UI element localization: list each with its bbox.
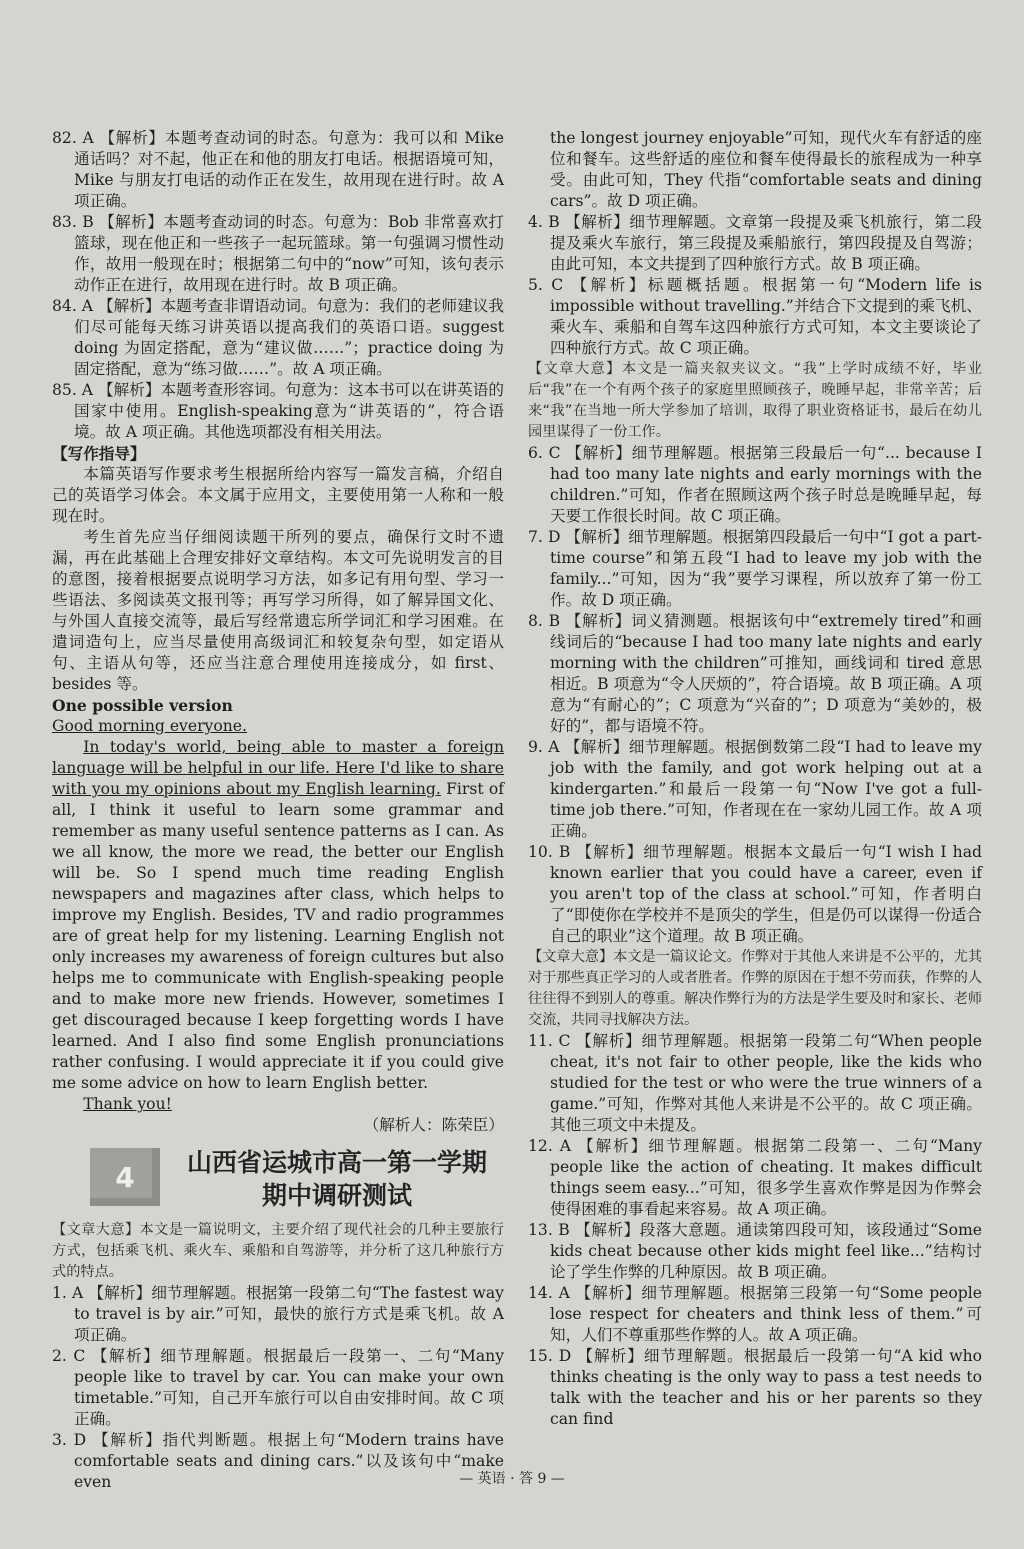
answer-1: 1. A 【解析】细节理解题。根据第一段第二句“The fastest way to travel is by air.”可知，最快的旅行方式是乘飞机。故 A 项正确。 <box>52 1284 504 1344</box>
section-title-line-1: 山西省运城市高一第一学期 <box>186 1148 487 1177</box>
writing-guide-heading: 【写作指导】 <box>52 444 146 463</box>
answer-5: 5. C 【解析】标题概括题。根据第一句“Modern life is impossible without travelling.”并结合下文提到的乘飞机、乘火车、乘船和自驾车这四种旅行方式可知，本文主要谈论了四种旅行方式。故 C 项正确。 <box>528 276 982 357</box>
answer-7: 7. D 【解析】细节理解题。根据第四段最后一句中“I got a part-time course”和第五段“I had to leave my job with the family...”可知，因为“我”要学习课程，所以放弃了第一份工作。故 D 项正确。 <box>528 528 982 609</box>
answer-3-continued: the longest journey enjoyable”可知，现代火车有舒适的座位和餐车。这些舒适的座位和餐车使得最长的旅程成为一种享受。由此可知，They 代指“comfortable seats and dining cars”。故 D 项正确。 <box>550 129 982 210</box>
answer-83: 83. B 【解析】本题考查动词的时态。句意为：Bob 非常喜欢打篮球，现在他正和一些孩子一起玩篮球。第一句强调习惯性动作，故用一般现在时；根据第二句中的“now”可知，该句表示动作正在进行，故用现在进行时。故 B 项正确。 <box>52 213 504 294</box>
answer-82: 82. A 【解析】本题考查动词的时态。句意为：我可以和 Mike 通话吗？对不起，他正在和他的朋友打电话。根据语境可知，Mike 与朋友打电话的动作正在发生，故用现在进行时。故 A 项正确。 <box>52 129 504 210</box>
answer-9: 9. A 【解析】细节理解题。根据倒数第二段“I had to leave my job with the family, and got work helping out at a kindergarten.”和最后一段第一句“Now I've got a full-time job there.”可知，作者现在在一家幼儿园工作。故 A 项正确。 <box>528 738 982 840</box>
article-summary-2: 【文章大意】本文是一篇夹叙夹议文。“我”上学时成绩不好，毕业后“我”在一个有两个孩子的家庭里照顾孩子，晚睡早起，非常辛苦；后来“我”在当地一所大学参加了培训，取得了职业资格证书，最后在幼儿园里谋得了一份工作。 <box>528 361 982 440</box>
sample-greeting: Good morning everyone. <box>52 717 247 735</box>
writing-guide-paragraph-1: 本篇英语写作要求考生根据所给内容写一篇发言稿，介绍自己的英语学习体会。本文属于应用文，主要使用第一人称和一般现在时。 <box>52 465 504 525</box>
answer-3: 3. D 【解析】指代判断题。根据上句“Modern trains have comfortable seats and dining cars.”以及该句中“make even <box>52 1431 504 1491</box>
page-footer: — 英语 · 答 9 — <box>459 1471 565 1487</box>
answer-8: 8. B 【解析】词义猜测题。根据该句中“extremely tired”和画线词后的“because I had too many late nights and early morning with the children”可推知，画线词和 tired 意思相近。B 项意为“令人厌烦的”，符合语境。故 B 项正确。A 项意为“有耐心的”；C 项意为“兴奋的”；D 项意为“美妙的，极好的”，都与语境不符。 <box>528 612 983 735</box>
answer-84: 84. A 【解析】本题考查非谓语动词。句意为：我们的老师建议我们尽可能每天练习讲英语以提高我们的英语口语。suggest doing 为固定搭配，意为“建议做……”；practice doing 为固定搭配，意为“练习做……”。故 A 项正确。 <box>52 297 504 378</box>
analyst-credit: （解析人：陈荣臣） <box>363 1116 504 1134</box>
answer-13: 13. B 【解析】段落大意题。通读第四段可知，该段通过“Some kids cheat because other kids might feel like...”结构讨论了学生作弊的几种原因。故 B 项正确。 <box>528 1221 982 1281</box>
sample-essay-underlined: In today's world, being able to master a foreign language will be helpful in our life. Here I'd like to share with you my opinions about my English learning. <box>52 738 504 798</box>
answer-12: 12. A 【解析】细节理解题。根据第二段第一、二句“Many people like the action of cheating. It makes difficult things seem easy...”可知，很多学生喜欢作弊是因为作弊会使得困难的事看起来容易。故 A 项正确。 <box>528 1137 982 1218</box>
left-column <box>52 128 504 1493</box>
answer-6: 6. C 【解析】细节理解题。根据第三段最后一句“... because I had too many late nights and early mornings with the children.”可知，作者在照顾这两个孩子时总是晚睡早起，每天要工作很长时间。故 C 项正确。 <box>528 444 982 525</box>
section-number-badge: 4 <box>90 1148 160 1206</box>
answer-10: 10. B 【解析】细节理解题。根据本文最后一句“I wish I had known earlier that you could have a career, even if you aren't top of the class at school.”可知，作者明白了“即使你在学校并不是顶尖的学生，但是仍可以谋得一份适合自己的职业”这个道理。故 B 项正确。 <box>528 843 982 945</box>
sample-essay-rest: First of all, I think it useful to learn some grammar and remember as many useful sentence patterns as I can. As we all know, the more we read, the better our English will be. So I spend much time reading English newspapers and magazines after class, which helps to improve my English. Besides, TV and radio programmes are of great help for my listening. Learning English not only increases my awareness of foreign cultures but also helps me to communicate with English-speaking people and to make more new friends. However, sometimes I get discouraged because I keep forgetting words I have learned. And I also find some English pronunciations rather confusing. I would appreciate it if you could give me some advice on how to learn English better. <box>52 780 504 1092</box>
answer-85: 85. A 【解析】本题考查形容词。句意为：这本书可以在讲英语的国家中使用。English-speaking意为“讲英语的”，符合语境。故 A 项正确。其他选项都没有相关用法。 <box>52 381 504 441</box>
answer-2: 2. C 【解析】细节理解题。根据最后一段第一、二句“Many people like to travel by car. You can make your own timetable.”可知，自己开车旅行可以自由安排时间。故 C 项正确。 <box>52 1347 504 1428</box>
section-banner <box>52 1144 504 1214</box>
sample-thanks: Thank you! <box>83 1095 172 1113</box>
writing-guide-paragraph-2: 考生首先应当仔细阅读题干所列的要点，确保行文时不遗漏，再在此基础上合理安排好文章结构。本文可先说明发言的目的意图，接着根据要点说明学习方法，如多记有用句型、学习一些语法、多阅读英文报刊等；再写学习所得，如了解异国文化、与外国人直接交流等，最后写经常遗忘所学词汇和学习困难。在遣词造句上，应当尽量使用高级词汇和较复杂句型，如定语从句、主语从句等，还应当注意合理使用连接成分，如 first、besides 等。 <box>52 528 504 693</box>
section-title <box>172 1146 502 1212</box>
answer-11: 11. C 【解析】细节理解题。根据第一段第二句“When people cheat, it's not fair to other people, like the kids who studied for the test or who were the true winners of a game.”可知，作弊对其他人来讲是不公平的。故 C 项正确。其他三项文中未提及。 <box>528 1032 982 1134</box>
sample-essay-body <box>52 737 504 1094</box>
article-summary-1: 【文章大意】本文是一篇说明文，主要介绍了现代社会的几种主要旅行方式，包括乘飞机、乘火车、乘船和自驾游等，并分析了这几种旅行方式的特点。 <box>52 1222 504 1280</box>
article-summary-3: 【文章大意】本文是一篇议论文。作弊对于其他人来讲是不公平的，尤其对于那些真正学习的人或者胜者。作弊的原因在于想不劳而获，作弊的人往往得不到别人的尊重。解决作弊行为的方法是学生要及时和家长、老师交流，共同寻找解决方法。 <box>528 949 983 1028</box>
section-title-line-2: 期中调研测试 <box>261 1181 412 1210</box>
answer-4: 4. B 【解析】细节理解题。文章第一段提及乘飞机旅行，第二段提及乘火车旅行，第三段提及乘船旅行，第四段提及自驾游；由此可知，本文共提到了四种旅行方式。故 B 项正确。 <box>528 213 982 273</box>
right-column <box>528 128 982 1430</box>
answer-14: 14. A 【解析】细节理解题。根据第三段第一句“Some people lose respect for cheaters and think less of them.”可知，人们不尊重那些作弊的人。故 A 项正确。 <box>528 1284 982 1344</box>
sample-version-heading: One possible version <box>52 696 233 715</box>
answer-15: 15. D 【解析】细节理解题。根据最后一段第一句“A kid who thinks cheating is the only way to pass a test needs to talk with the teacher and his or her parents so they can find <box>528 1347 982 1428</box>
